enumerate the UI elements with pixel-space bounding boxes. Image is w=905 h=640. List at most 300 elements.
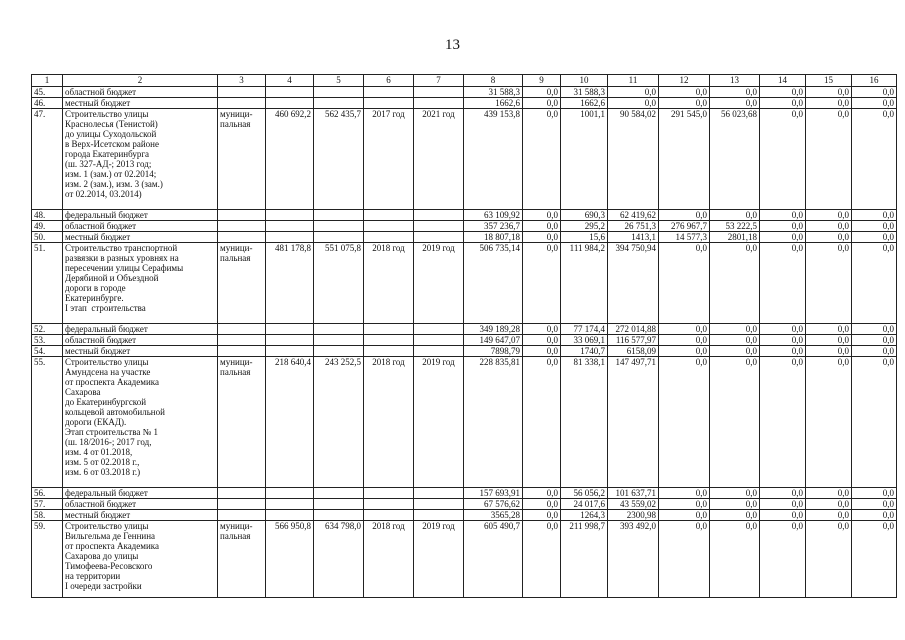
col-13-cell xyxy=(710,521,760,598)
col-10-cell xyxy=(561,346,608,357)
start-year-text: 2018 год xyxy=(372,357,405,367)
cost-estimate-cell xyxy=(266,357,314,488)
total-text: 149 647,07 xyxy=(479,335,520,345)
col-13-text: 0,0 xyxy=(745,324,757,334)
col-10-text: 24 017,6 xyxy=(573,499,605,509)
col-14-text: 0,0 xyxy=(791,335,803,345)
row-number-cell xyxy=(32,521,63,598)
ownership-cell xyxy=(218,109,266,210)
col-11-cell xyxy=(608,346,659,357)
col-13-cell xyxy=(710,510,760,521)
cost-estimate-cell xyxy=(266,521,314,598)
col-9-cell xyxy=(523,109,561,210)
col-11-text: 1413,1 xyxy=(631,232,656,242)
item-name-text: Строительство улицы Краснолесья (Тенистой) до улицы Суходольской в Верх-Исетском районе города Екатеринбурга (ш. 327-АД-; 2013 год; изм. 1 (зам.) от 02.2014; изм. 2 (зам.), изм. 3 (зам.) от 02.2014, 03.2014) xyxy=(65,109,163,199)
item-name-cell xyxy=(63,210,218,221)
total-cell xyxy=(464,510,523,521)
col-9-text: 0,0 xyxy=(546,521,558,531)
end-year-cell xyxy=(414,98,464,109)
end-year-cell xyxy=(414,243,464,324)
end-year-cell xyxy=(414,109,464,210)
table-row xyxy=(32,346,897,357)
col-16-cell xyxy=(852,221,897,232)
col-11-text: 62 419,62 xyxy=(620,210,656,220)
ownership-text: муници- пальная xyxy=(220,109,253,129)
col-11-cell xyxy=(608,243,659,324)
col-13-cell xyxy=(710,87,760,98)
total-cell xyxy=(464,210,523,221)
col-16-text: 0,0 xyxy=(882,346,894,356)
total-text: 157 693,91 xyxy=(479,488,520,498)
col-9-cell xyxy=(523,521,561,598)
ownership-text: муници- пальная xyxy=(220,521,253,541)
table-row xyxy=(32,210,897,221)
row-number-cell xyxy=(32,98,63,109)
total-text: 605 490,7 xyxy=(484,521,520,531)
row-number-cell xyxy=(32,488,63,499)
col-14-cell xyxy=(760,357,806,488)
col-11-text: 394 750,94 xyxy=(615,243,656,253)
col-9-cell xyxy=(523,232,561,243)
col-12-text: 0,0 xyxy=(695,510,707,520)
col-15-cell xyxy=(806,521,852,598)
col-16-text: 0,0 xyxy=(882,221,894,231)
col-9-cell xyxy=(523,324,561,335)
col-11-text: 90 584,02 xyxy=(620,109,656,119)
cost-current-cell xyxy=(314,87,364,98)
row-number-text: 48. xyxy=(34,210,46,220)
end-year-cell xyxy=(414,357,464,488)
col-13-text: 0,0 xyxy=(745,346,757,356)
col-10-cell xyxy=(561,109,608,210)
col-14-cell xyxy=(760,87,806,98)
ownership-text: муници- пальная xyxy=(220,243,253,263)
row-number-text: 51. xyxy=(34,243,46,253)
start-year-cell xyxy=(364,98,414,109)
col-16-text: 0,0 xyxy=(882,521,894,531)
cost-current-cell xyxy=(314,521,364,598)
ownership-cell xyxy=(218,87,266,98)
ownership-cell xyxy=(218,499,266,510)
col-13-cell xyxy=(710,499,760,510)
total-text: 7898,79 xyxy=(490,346,520,356)
col-9-cell xyxy=(523,243,561,324)
header-row xyxy=(32,75,897,87)
row-number-text: 59. xyxy=(34,521,46,531)
col-10-cell xyxy=(561,324,608,335)
table-row xyxy=(32,243,897,324)
cost-estimate-cell xyxy=(266,335,314,346)
item-name-cell xyxy=(63,221,218,232)
col-16-text: 0,0 xyxy=(882,488,894,498)
item-name-cell xyxy=(63,510,218,521)
column-number-header: 2 xyxy=(63,75,218,87)
col-10-text: 77 174,4 xyxy=(573,324,605,334)
col-16-cell xyxy=(852,521,897,598)
col-16-text: 0,0 xyxy=(882,243,894,253)
col-12-cell xyxy=(659,346,710,357)
col-9-cell xyxy=(523,510,561,521)
col-12-text: 14 577,3 xyxy=(675,232,707,242)
start-year-cell xyxy=(364,243,414,324)
cost-current-cell xyxy=(314,109,364,210)
ownership-cell xyxy=(218,335,266,346)
col-14-text: 0,0 xyxy=(791,499,803,509)
start-year-text: 2018 год xyxy=(372,521,405,531)
total-cell xyxy=(464,499,523,510)
end-year-cell xyxy=(414,521,464,598)
column-number-header: 6 xyxy=(364,75,414,87)
cost-current-cell xyxy=(314,335,364,346)
col-14-cell xyxy=(760,488,806,499)
total-cell xyxy=(464,357,523,488)
ownership-cell xyxy=(218,232,266,243)
col-14-text: 0,0 xyxy=(791,232,803,242)
col-14-cell xyxy=(760,98,806,109)
total-text: 349 189,28 xyxy=(479,324,520,334)
col-16-cell xyxy=(852,335,897,346)
col-10-text: 15,6 xyxy=(589,232,605,242)
cost-estimate-cell xyxy=(266,87,314,98)
row-number-text: 47. xyxy=(34,109,46,119)
item-name-cell xyxy=(63,357,218,488)
cost-current-text: 634 798,0 xyxy=(325,521,361,531)
col-16-cell xyxy=(852,87,897,98)
col-9-cell xyxy=(523,98,561,109)
cost-estimate-text: 218 640,4 xyxy=(275,357,311,367)
item-name-cell xyxy=(63,324,218,335)
cost-estimate-cell xyxy=(266,243,314,324)
col-16-cell xyxy=(852,98,897,109)
end-year-text: 2019 год xyxy=(422,243,455,253)
cost-current-cell xyxy=(314,510,364,521)
col-14-cell xyxy=(760,109,806,210)
col-15-cell xyxy=(806,221,852,232)
col-12-cell xyxy=(659,98,710,109)
col-11-cell xyxy=(608,521,659,598)
row-number-text: 55. xyxy=(34,357,46,367)
ownership-cell xyxy=(218,346,266,357)
col-11-cell xyxy=(608,210,659,221)
col-14-text: 0,0 xyxy=(791,109,803,119)
col-14-text: 0,0 xyxy=(791,521,803,531)
col-14-text: 0,0 xyxy=(791,87,803,97)
col-14-text: 0,0 xyxy=(791,510,803,520)
column-number-header: 8 xyxy=(464,75,523,87)
col-10-text: 211 998,7 xyxy=(569,521,605,531)
row-number-cell xyxy=(32,346,63,357)
col-9-cell xyxy=(523,87,561,98)
table-row xyxy=(32,324,897,335)
col-11-cell xyxy=(608,357,659,488)
item-name-text: областной бюджет xyxy=(65,87,137,97)
row-number-text: 50. xyxy=(34,232,46,242)
start-year-cell xyxy=(364,232,414,243)
col-10-cell xyxy=(561,488,608,499)
cost-current-cell xyxy=(314,324,364,335)
start-year-cell xyxy=(364,521,414,598)
cost-current-cell xyxy=(314,221,364,232)
col-13-cell xyxy=(710,210,760,221)
column-number-header: 10 xyxy=(561,75,608,87)
col-11-cell xyxy=(608,87,659,98)
start-year-cell xyxy=(364,335,414,346)
col-14-cell xyxy=(760,346,806,357)
col-16-text: 0,0 xyxy=(882,210,894,220)
total-text: 63 109,92 xyxy=(484,210,520,220)
total-cell xyxy=(464,488,523,499)
table-row xyxy=(32,488,897,499)
row-number-cell xyxy=(32,109,63,210)
row-number-cell xyxy=(32,221,63,232)
total-cell xyxy=(464,521,523,598)
end-year-cell xyxy=(414,510,464,521)
item-name-text: областной бюджет xyxy=(65,499,137,509)
col-15-text: 0,0 xyxy=(837,232,849,242)
start-year-cell xyxy=(364,210,414,221)
cost-estimate-cell xyxy=(266,232,314,243)
item-name-text: местный бюджет xyxy=(65,346,131,356)
col-13-cell xyxy=(710,109,760,210)
total-cell xyxy=(464,221,523,232)
row-number-text: 49. xyxy=(34,221,46,231)
row-number-cell xyxy=(32,499,63,510)
start-year-text: 2017 год xyxy=(372,109,405,119)
col-11-text: 101 637,71 xyxy=(615,488,656,498)
col-11-cell xyxy=(608,98,659,109)
col-10-text: 1740,7 xyxy=(580,346,605,356)
col-16-text: 0,0 xyxy=(882,87,894,97)
col-15-text: 0,0 xyxy=(837,357,849,367)
col-15-text: 0,0 xyxy=(837,346,849,356)
col-14-text: 0,0 xyxy=(791,243,803,253)
col-14-cell xyxy=(760,335,806,346)
col-16-cell xyxy=(852,510,897,521)
col-14-text: 0,0 xyxy=(791,357,803,367)
col-10-cell xyxy=(561,98,608,109)
col-12-cell xyxy=(659,109,710,210)
ownership-cell xyxy=(218,210,266,221)
col-9-text: 0,0 xyxy=(546,87,558,97)
end-year-cell xyxy=(414,87,464,98)
col-11-cell xyxy=(608,510,659,521)
col-12-cell xyxy=(659,357,710,488)
col-10-cell xyxy=(561,221,608,232)
col-13-text: 0,0 xyxy=(745,357,757,367)
start-year-cell xyxy=(364,488,414,499)
col-16-cell xyxy=(852,357,897,488)
cost-estimate-cell xyxy=(266,221,314,232)
cost-current-cell xyxy=(314,346,364,357)
col-9-cell xyxy=(523,335,561,346)
col-11-cell xyxy=(608,488,659,499)
item-name-text: Строительство улицы Вильгельма де Геннина от проспекта Академика Сахарова до улицы Тимофеева-Ресовского на территории I очереди застройки xyxy=(65,521,159,591)
ownership-cell xyxy=(218,357,266,488)
col-13-cell xyxy=(710,221,760,232)
col-9-text: 0,0 xyxy=(546,98,558,108)
column-number-header: 9 xyxy=(523,75,561,87)
item-name-text: федеральный бюджет xyxy=(65,324,148,334)
col-9-text: 0,0 xyxy=(546,346,558,356)
end-year-cell xyxy=(414,324,464,335)
end-year-cell xyxy=(414,210,464,221)
col-12-cell xyxy=(659,521,710,598)
column-number-header: 15 xyxy=(806,75,852,87)
col-9-cell xyxy=(523,210,561,221)
total-cell xyxy=(464,109,523,210)
col-16-text: 0,0 xyxy=(882,510,894,520)
col-16-cell xyxy=(852,499,897,510)
start-year-text: 2018 год xyxy=(372,243,405,253)
col-13-cell xyxy=(710,488,760,499)
ownership-cell xyxy=(218,521,266,598)
row-number-cell xyxy=(32,357,63,488)
col-13-cell xyxy=(710,357,760,488)
row-number-text: 46. xyxy=(34,98,46,108)
column-number-header: 14 xyxy=(760,75,806,87)
col-15-text: 0,0 xyxy=(837,510,849,520)
item-name-text: Строительство транспортной развязки в разных уровнях на пересечении улицы Серафимы Дерябиной и Объездной дороги в городе Екатеринбурге. I этап строительства xyxy=(65,243,184,313)
col-13-text: 0,0 xyxy=(745,335,757,345)
end-year-cell xyxy=(414,232,464,243)
start-year-cell xyxy=(364,221,414,232)
col-10-cell xyxy=(561,357,608,488)
col-15-cell xyxy=(806,324,852,335)
item-name-cell xyxy=(63,521,218,598)
col-11-cell xyxy=(608,109,659,210)
col-12-cell xyxy=(659,488,710,499)
col-12-cell xyxy=(659,221,710,232)
col-12-text: 0,0 xyxy=(695,335,707,345)
col-9-text: 0,0 xyxy=(546,335,558,345)
col-12-text: 0,0 xyxy=(695,488,707,498)
col-15-cell xyxy=(806,357,852,488)
end-year-cell xyxy=(414,221,464,232)
end-year-cell xyxy=(414,335,464,346)
total-cell xyxy=(464,243,523,324)
col-10-cell xyxy=(561,232,608,243)
col-11-text: 6158,09 xyxy=(626,346,656,356)
row-number-cell xyxy=(32,510,63,521)
col-10-text: 1264,3 xyxy=(580,510,605,520)
col-10-text: 1001,1 xyxy=(580,109,605,119)
col-10-text: 56 056,2 xyxy=(573,488,605,498)
col-11-text: 393 492,0 xyxy=(620,521,656,531)
col-11-text: 147 497,71 xyxy=(615,357,656,367)
col-14-cell xyxy=(760,521,806,598)
table-row xyxy=(32,221,897,232)
col-11-text: 2300,98 xyxy=(626,510,656,520)
start-year-cell xyxy=(364,109,414,210)
table-row xyxy=(32,87,897,98)
cost-current-cell xyxy=(314,357,364,488)
col-9-text: 0,0 xyxy=(546,232,558,242)
col-13-cell xyxy=(710,232,760,243)
cost-current-cell xyxy=(314,243,364,324)
ownership-text: муници- пальная xyxy=(220,357,253,377)
start-year-cell xyxy=(364,499,414,510)
col-14-cell xyxy=(760,499,806,510)
table-row xyxy=(32,499,897,510)
column-number-header: 12 xyxy=(659,75,710,87)
table-row xyxy=(32,510,897,521)
col-16-text: 0,0 xyxy=(882,335,894,345)
row-number-text: 45. xyxy=(34,87,46,97)
col-11-cell xyxy=(608,324,659,335)
column-number-header: 16 xyxy=(852,75,897,87)
row-number-cell xyxy=(32,243,63,324)
cost-estimate-cell xyxy=(266,109,314,210)
col-10-cell xyxy=(561,499,608,510)
cost-estimate-cell xyxy=(266,210,314,221)
col-15-text: 0,0 xyxy=(837,324,849,334)
col-13-text: 0,0 xyxy=(745,98,757,108)
item-name-cell xyxy=(63,488,218,499)
column-number-header: 13 xyxy=(710,75,760,87)
total-cell xyxy=(464,232,523,243)
item-name-text: федеральный бюджет xyxy=(65,210,148,220)
item-name-cell xyxy=(63,98,218,109)
col-9-text: 0,0 xyxy=(546,488,558,498)
col-13-text: 0,0 xyxy=(745,510,757,520)
col-12-text: 0,0 xyxy=(695,243,707,253)
col-12-cell xyxy=(659,243,710,324)
col-12-text: 0,0 xyxy=(695,357,707,367)
cost-current-text: 243 252,5 xyxy=(325,357,361,367)
item-name-cell xyxy=(63,335,218,346)
table-row xyxy=(32,109,897,210)
col-15-cell xyxy=(806,98,852,109)
col-16-text: 0,0 xyxy=(882,98,894,108)
col-11-text: 272 014,88 xyxy=(615,324,656,334)
cost-current-cell xyxy=(314,232,364,243)
col-15-text: 0,0 xyxy=(837,98,849,108)
total-cell xyxy=(464,98,523,109)
col-9-text: 0,0 xyxy=(546,109,558,119)
col-12-text: 276 967,7 xyxy=(671,221,707,231)
col-13-text: 0,0 xyxy=(745,488,757,498)
col-12-text: 0,0 xyxy=(695,210,707,220)
col-15-cell xyxy=(806,243,852,324)
column-number-header: 5 xyxy=(314,75,364,87)
cost-current-text: 562 435,7 xyxy=(325,109,361,119)
end-year-text: 2021 год xyxy=(422,109,455,119)
col-14-text: 0,0 xyxy=(791,488,803,498)
cost-estimate-cell xyxy=(266,499,314,510)
col-13-cell xyxy=(710,324,760,335)
col-10-text: 111 984,2 xyxy=(569,243,605,253)
col-9-text: 0,0 xyxy=(546,221,558,231)
col-10-cell xyxy=(561,510,608,521)
col-15-text: 0,0 xyxy=(837,488,849,498)
col-14-cell xyxy=(760,324,806,335)
col-12-text: 0,0 xyxy=(695,521,707,531)
ownership-cell xyxy=(218,510,266,521)
col-9-text: 0,0 xyxy=(546,510,558,520)
col-15-text: 0,0 xyxy=(837,335,849,345)
col-14-text: 0,0 xyxy=(791,210,803,220)
col-14-text: 0,0 xyxy=(791,324,803,334)
row-number-text: 53. xyxy=(34,335,46,345)
item-name-cell xyxy=(63,109,218,210)
total-text: 18 807,18 xyxy=(484,232,520,242)
col-15-cell xyxy=(806,109,852,210)
total-cell xyxy=(464,87,523,98)
cost-estimate-cell xyxy=(266,98,314,109)
ownership-cell xyxy=(218,98,266,109)
item-name-text: местный бюджет xyxy=(65,98,131,108)
col-14-cell xyxy=(760,210,806,221)
